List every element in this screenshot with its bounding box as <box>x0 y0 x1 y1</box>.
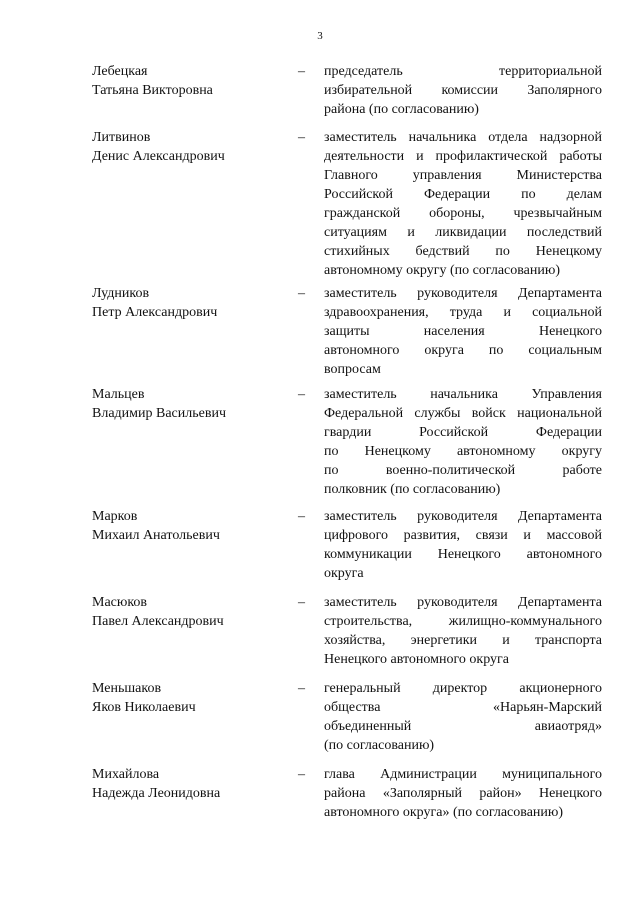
role-line: района «Заполярный район» Ненецкого <box>324 786 602 801</box>
member-role <box>324 593 602 669</box>
role-line: избирательной комиссии Заполярного <box>324 83 602 98</box>
member-given-names: Денис Александрович <box>92 149 225 164</box>
member-name <box>92 385 282 423</box>
member-role <box>324 284 602 379</box>
member-given-names: Петр Александрович <box>92 305 218 320</box>
role-line: ситуациям и ликвидации последствий <box>324 225 602 240</box>
role-line: гвардии Российской Федерации <box>324 425 602 440</box>
role-line: по Ненецкому автономному округу <box>324 444 602 459</box>
role-line: вопросам <box>324 362 381 377</box>
role-line: хозяйства, энергетики и транспорта <box>324 633 602 648</box>
member-role <box>324 128 602 280</box>
role-line: цифрового развития, связи и массовой <box>324 528 602 543</box>
member-name <box>92 593 282 631</box>
member-name <box>92 765 282 803</box>
role-line: автономного округа по социальным <box>324 343 602 358</box>
role-line: (по согласованию) <box>324 738 435 753</box>
member-surname: Масюков <box>92 595 148 610</box>
member-name <box>92 679 282 717</box>
member-surname: Лебецкая <box>92 64 148 79</box>
role-line: Главного управления Министерства <box>324 168 602 183</box>
member-given-names: Татьяна Викторовна <box>92 83 213 98</box>
separator-dash: – <box>298 767 305 782</box>
role-line: по военно-политической работе <box>324 463 602 478</box>
member-name <box>92 62 282 100</box>
member-name <box>92 128 282 166</box>
role-line: генеральный директор акционерного <box>324 681 602 696</box>
separator-dash: – <box>298 681 305 696</box>
member-given-names: Павел Александрович <box>92 614 224 629</box>
member-role <box>324 385 602 499</box>
member-role <box>324 62 602 119</box>
separator-dash: – <box>298 130 305 145</box>
role-line: автономному округу (по согласованию) <box>324 263 560 278</box>
role-line: заместитель руководителя Департамента <box>324 286 602 301</box>
separator-dash: – <box>298 595 305 610</box>
member-role <box>324 765 602 822</box>
role-line: общества «Нарьян-Марский <box>324 700 602 715</box>
role-line: объединенный авиаотряд» <box>324 719 602 734</box>
member-name <box>92 507 282 545</box>
role-line: глава Администрации муниципального <box>324 767 602 782</box>
member-given-names: Михаил Анатольевич <box>92 528 220 543</box>
member-surname: Лудников <box>92 286 150 301</box>
role-line: стихийных бедствий по Ненецкому <box>324 244 602 259</box>
member-given-names: Надежда Леонидовна <box>92 786 221 801</box>
role-line: деятельности и профилактической работы <box>324 149 602 164</box>
role-line: полковник (по согласованию) <box>324 482 501 497</box>
role-line: заместитель начальника отдела надзорной <box>324 130 602 145</box>
member-given-names: Яков Николаевич <box>92 700 196 715</box>
member-surname: Меньшаков <box>92 681 162 696</box>
role-line: заместитель начальника Управления <box>324 387 602 402</box>
separator-dash: – <box>298 64 305 79</box>
role-line: коммуникации Ненецкого автономного <box>324 547 602 562</box>
page-number: 3 <box>317 30 323 42</box>
role-line: здравоохранения, труда и социальной <box>324 305 602 320</box>
role-line: гражданской обороны, чрезвычайным <box>324 206 602 221</box>
role-line: защиты населения Ненецкого <box>324 324 602 339</box>
member-name <box>92 284 282 322</box>
role-line: строительства, жилищно-коммунального <box>324 614 602 629</box>
role-line: Российской Федерации по делам <box>324 187 602 202</box>
member-given-names: Владимир Васильевич <box>92 406 226 421</box>
separator-dash: – <box>298 509 305 524</box>
member-surname: Мальцев <box>92 387 145 402</box>
role-line: автономного округа» (по согласованию) <box>324 805 564 820</box>
role-line: Ненецкого автономного округа <box>324 652 509 667</box>
role-line: Федеральной службы войск национальной <box>324 406 602 421</box>
member-surname: Литвинов <box>92 130 151 145</box>
role-line: заместитель руководителя Департамента <box>324 509 602 524</box>
member-role <box>324 679 602 755</box>
separator-dash: – <box>298 387 305 402</box>
member-surname: Михайлова <box>92 767 160 782</box>
role-line: района (по согласованию) <box>324 102 479 117</box>
separator-dash: – <box>298 286 305 301</box>
role-line: председатель территориальной <box>324 64 602 79</box>
member-surname: Марков <box>92 509 138 524</box>
role-line: заместитель руководителя Департамента <box>324 595 602 610</box>
role-line: округа <box>324 566 364 581</box>
member-role <box>324 507 602 583</box>
